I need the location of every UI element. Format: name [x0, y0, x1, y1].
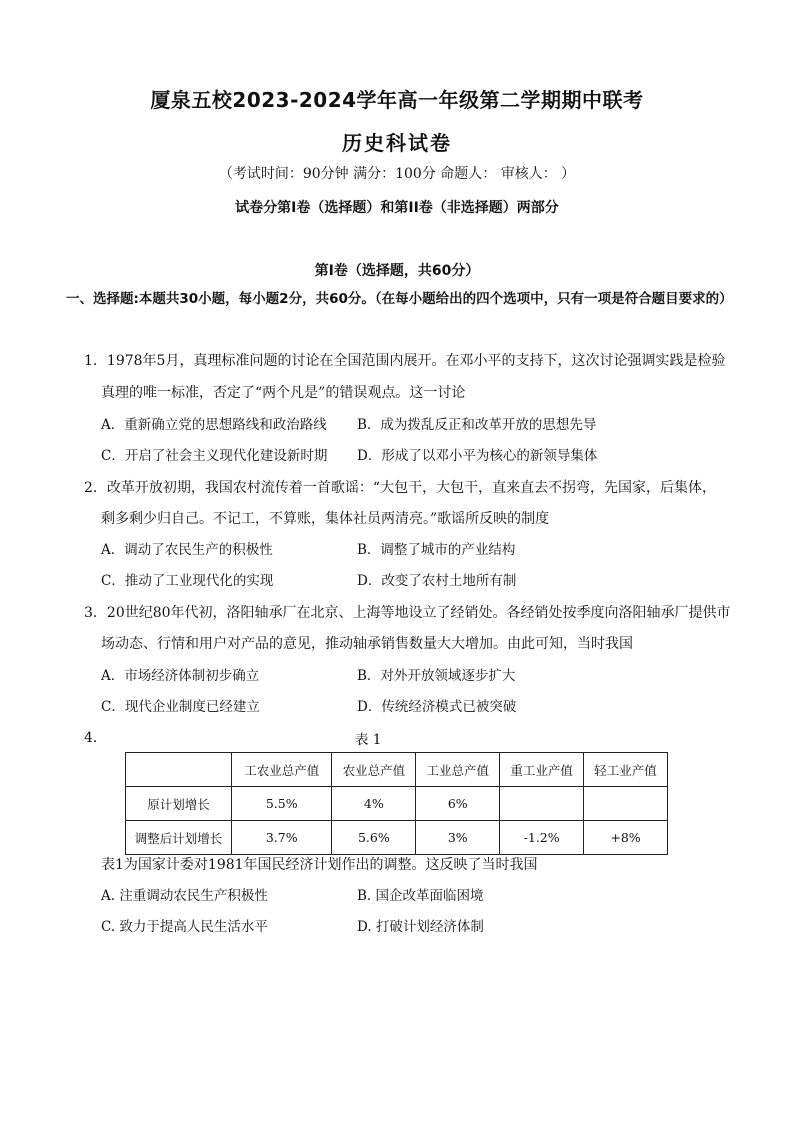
table-header-cell: 农业总产值	[332, 753, 416, 787]
question-3-option-b: B．对外开放领域逐步扩大	[357, 668, 516, 684]
question-4-option-d: D. 打破计划经济体制	[357, 919, 484, 935]
table-cell: 调整后计划增长	[126, 821, 232, 855]
question-1-line-2: 真理的唯一标准，否定了“两个凡是”的错误观点。这一讨论	[101, 385, 466, 401]
table-cell: 5.6%	[332, 821, 416, 855]
table-cell: 6%	[416, 787, 500, 821]
question-4-number: 4．	[84, 730, 107, 746]
question-2-line-1: 2．改革开放初期，我国农村流传着一首歌谣：“大包干，大包干，直来直去不拐弯，先国家，后集体，	[84, 480, 717, 496]
table-header-cell: 轻工业产值	[584, 753, 668, 787]
question-3-option-d: D．传统经济模式已被突破	[357, 699, 517, 715]
plan-adjustment-table	[125, 752, 668, 855]
question-2-line-2: 剩多剩少归自己。不记工，不算账，集体社员两清亮。”歌谣所反映的制度	[101, 511, 550, 527]
table-header-cell	[126, 753, 232, 787]
table-header-cell: 工农业总产值	[232, 753, 332, 787]
table-cell: 4%	[332, 787, 416, 821]
question-4-option-c: C. 致力于提高人民生活水平	[101, 919, 268, 935]
section-instruction: 一、选择题:本题共30小题，每小题2分，共60分。（在每小题给出的四个选项中，只有一项是符合题目要求的）	[66, 291, 733, 307]
table-cell: 3.7%	[232, 821, 332, 855]
table-cell	[584, 787, 668, 821]
question-1-option-d: D．形成了以邓小平为核心的新领导集体	[357, 448, 598, 464]
question-3-line-1: 3．20世纪80年代初，洛阳轴承厂在北京、上海等地设立了经销处。各经销处按季度向洛阳轴承厂提供市	[84, 605, 731, 621]
table-cell: +8%	[584, 821, 668, 855]
question-2-option-d: D．改变了农村土地所有制	[357, 573, 517, 589]
section-title: 第I卷（选择题，共60分）	[314, 263, 480, 279]
exam-meta: （考试时间：90分钟 满分：100分 命题人： 审核人： ）	[218, 166, 576, 182]
question-2-option-b: B．调整了城市的产业结构	[357, 542, 516, 558]
question-3-option-c: C．现代企业制度已经建立	[101, 699, 260, 715]
question-1-line-1: 1．1978年5月，真理标准问题的讨论在全国范围内展开。在邓小平的支持下，这次讨论强调实践是检验	[84, 353, 726, 369]
question-2-option-c: C．推动了工业现代化的实现	[101, 573, 274, 589]
question-1-option-c: C．开启了社会主义现代化建设新时期	[101, 448, 328, 464]
exam-parts-note: 试卷分第I卷（选择题）和第II卷（非选择题）两部分	[235, 200, 559, 216]
table-cell: 原计划增长	[126, 787, 232, 821]
exam-title: 厦泉五校2023-2024学年高一年级第二学期期中联考	[150, 88, 644, 112]
table-caption: 表 1	[355, 732, 382, 748]
table-cell: 3%	[416, 821, 500, 855]
table-header-cell: 重工业产值	[500, 753, 584, 787]
question-3-line-2: 场动态、行情和用户对产品的意见，推动轴承销售数量大大增加。由此可知，当时我国	[101, 636, 633, 652]
exam-subject: 历史科试卷	[342, 131, 452, 155]
question-4-stem: 表1为国家计委对1981年国民经济计划作出的调整。这反映了当时我国	[101, 857, 538, 873]
table-cell	[500, 787, 584, 821]
table-cell: 5.5%	[232, 787, 332, 821]
question-3-option-a: A．市场经济体制初步确立	[101, 668, 260, 684]
question-4-option-a: A. 注重调动农民生产积极性	[101, 888, 268, 904]
question-4-option-b: B. 国企改革面临困境	[357, 888, 484, 904]
table-row	[126, 821, 668, 855]
question-1-option-b: B．成为拨乱反正和改革开放的思想先导	[357, 417, 597, 433]
table-header-row	[126, 753, 668, 787]
table-row	[126, 787, 668, 821]
table-cell: -1.2%	[500, 821, 584, 855]
question-2-option-a: A．调动了农民生产的积极性	[101, 542, 273, 558]
question-1-option-a: A．重新确立党的思想路线和政治路线	[101, 417, 327, 433]
table-header-cell: 工业总产值	[416, 753, 500, 787]
